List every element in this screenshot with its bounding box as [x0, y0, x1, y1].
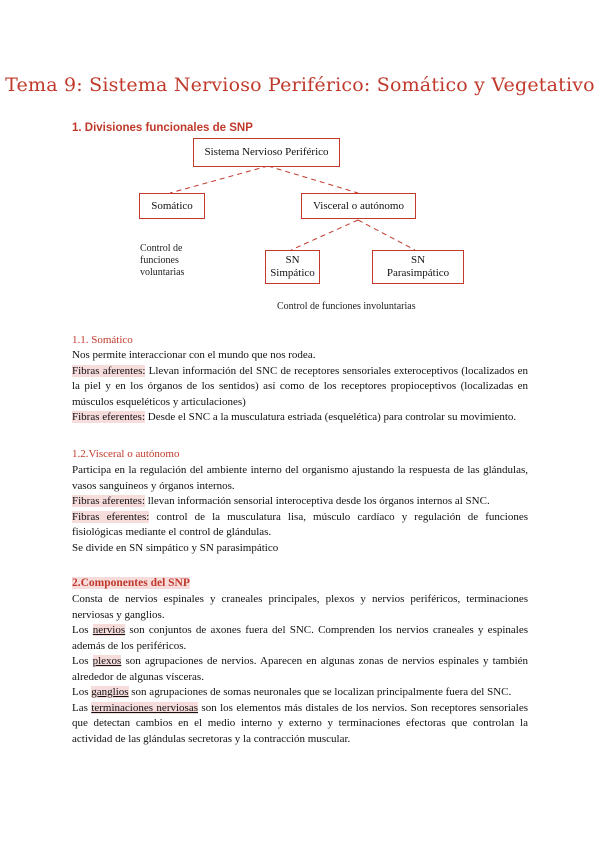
section-1-2-heading: 1.2.Visceral o autónomo — [72, 448, 180, 460]
section-2-terminaciones: Las terminaciones nerviosas son los elementos más distales de los nervios. Son receptores sensoriales que detectan cambios en el medio interno y externo y terminaciones efectoras que controlan la actividad de las glándulas secretoras y la contracción muscular. — [72, 701, 528, 745]
section-1-1-efferent — [72, 410, 528, 426]
section-2-ganglios: Los ganglios son agrupaciones de somas neuronales que se localizan principalmente fuera del SNC. — [72, 686, 512, 698]
afferent-fibers-text: llevan información sensorial interoceptiva desde los órganos internos al SNC. — [145, 495, 490, 507]
section-2-heading — [72, 577, 190, 589]
section-1-2-efferent — [72, 510, 528, 541]
section-2-nervios: Los nervios son conjuntos de axones fuera del SNC. Comprenden los nervios craneales y espinales además de los periféricos. — [72, 624, 529, 652]
efferent-fibers-text: Desde el SNC a la musculatura estriada (esquelética) para controlar su movimiento. — [145, 411, 517, 423]
diagram-involuntary-note: Control de funciones involuntarias — [277, 301, 416, 312]
diagram-root-box — [193, 138, 340, 167]
section-2-heading-text: 2.Componentes del SNP — [72, 577, 190, 589]
ganglios-term: ganglios — [91, 686, 129, 698]
efferent-fibers-text: control de la musculatura lisa, músculo cardíaco y regulación de funciones fisiológicas mediante el control de glándulas. — [72, 510, 529, 538]
diagram-parasimpatico-label-2: Parasimpático — [386, 267, 450, 279]
section-1-heading: 1. Divisiones funcionales de SNP — [72, 122, 253, 134]
afferent-fibers-label: Fibras aferentes: — [72, 495, 145, 507]
section-1-1-body — [72, 348, 528, 426]
document-title: Tema 9: Sistema Nervioso Periférico: Somático y Vegetativo — [5, 74, 595, 96]
diagram-simpatico-label-1: SN — [285, 254, 300, 266]
section-1-2-intro: Participa en la regulación del ambiente interno del organismo ajustando la respuesta de las glándulas, vasos sanguíneos y órganos internos. — [72, 464, 528, 492]
section-2-intro: Consta de nervios espinales y craneales principales, plexos y nervios periféricos, terminaciones nerviosas y ganglios. — [72, 593, 528, 621]
efferent-fibers-label: Fibras eferentes: — [72, 510, 150, 523]
section-1-2-division: Se divide en SN simpático y SN parasimpático — [72, 541, 279, 554]
diagram-simpatico-label-2: Simpático — [270, 267, 315, 279]
diagram-root-label: Sistema Nervioso Periférico — [204, 146, 329, 158]
section-2-body — [72, 592, 528, 747]
afferent-fibers-label: Fibras aferentes: — [72, 364, 146, 377]
section-1-1-heading: 1.1. Somático — [72, 334, 133, 346]
diagram-visceral-label: Visceral o autónomo — [313, 199, 404, 212]
plexos-term: plexos — [92, 655, 122, 667]
diagram-parasimpatico-box — [372, 250, 464, 284]
efferent-fibers-label: Fibras eferentes: — [72, 411, 145, 423]
section-1-1-afferent — [72, 364, 528, 411]
section-1-1-intro: Nos permite interaccionar con el mundo que nos rodea. — [72, 349, 316, 361]
diagram-visceral-box — [301, 193, 416, 219]
section-2-plexos: Los plexos son agrupaciones de nervios. Aparecen en algunas zonas de nervios espinales y también alrededor de algunas vísceras. — [72, 655, 529, 683]
diagram-voluntary-note: Control de funciones voluntarias — [140, 243, 185, 278]
section-1-2-afferent — [72, 494, 528, 510]
diagram-somatico-box — [139, 193, 205, 219]
terminaciones-term: terminaciones nerviosas — [91, 701, 198, 714]
diagram-simpatico-box — [265, 250, 320, 284]
afferent-fibers-text: Llevan información del SNC de receptores sensoriales exteroceptivos (localizados en la piel y en los órganos de los sentidos) así como de los receptores propioceptivos (localizadas en músculos esqueléticos y articulaciones) — [72, 364, 528, 408]
diagram-parasimpatico-label-1: SN — [410, 254, 426, 266]
nervios-term: nervios — [92, 624, 126, 636]
diagram-somatico-label: Somático — [151, 199, 193, 212]
section-1-2-body — [72, 463, 528, 556]
